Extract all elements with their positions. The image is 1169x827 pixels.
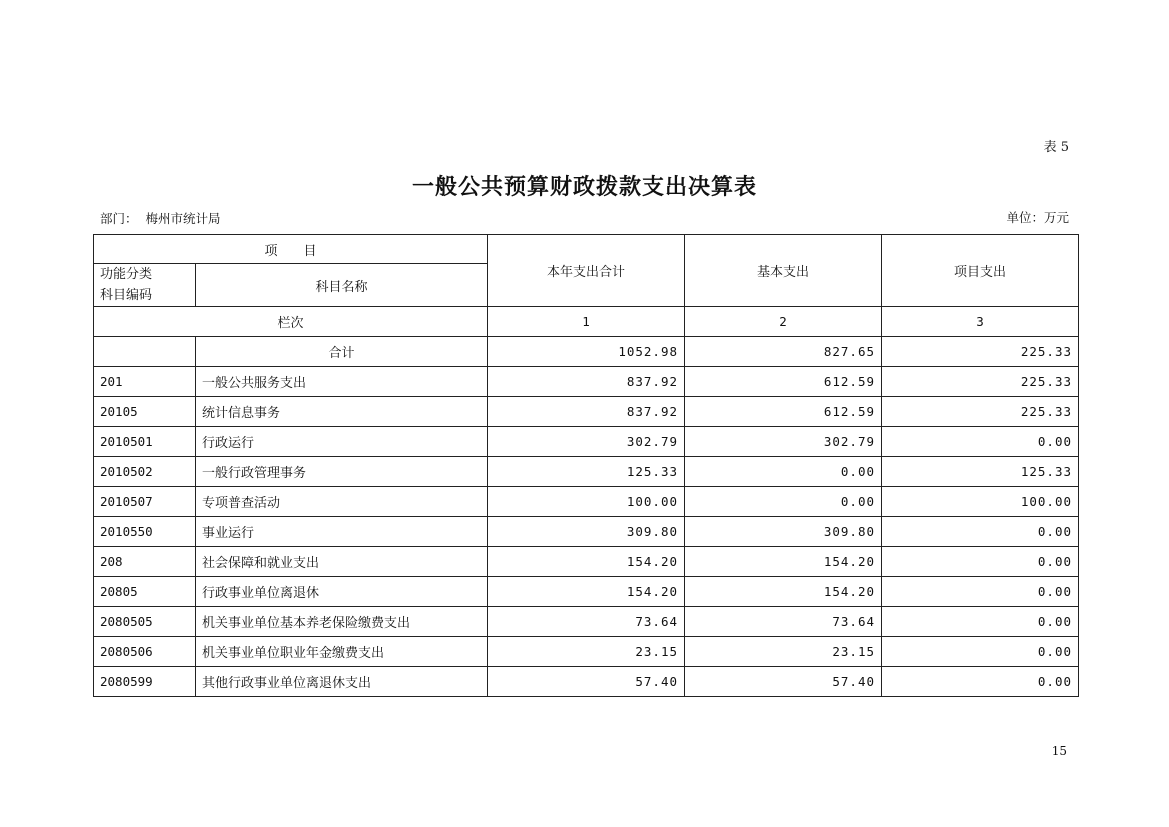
header-row-1	[94, 235, 1079, 264]
row-name-cell: 行政事业单位离退休	[196, 577, 488, 607]
row-total-cell: 57.40	[488, 667, 685, 697]
row-project-cell: 0.00	[882, 577, 1079, 607]
row-code-cell: 2010507	[94, 487, 196, 517]
row-name-cell: 行政运行	[196, 427, 488, 457]
subject-name-header: 科目名称	[196, 264, 488, 307]
row-code-cell: 208	[94, 547, 196, 577]
row-project-cell: 0.00	[882, 637, 1079, 667]
table-row	[94, 397, 1079, 427]
summary-row	[94, 337, 1079, 367]
function-code-header-line2: 科目编码	[100, 288, 153, 303]
unit-label: 单位：万元	[1006, 210, 1069, 225]
row-basic-cell: 302.79	[685, 427, 882, 457]
row-project-cell: 0.00	[882, 667, 1079, 697]
table-row	[94, 427, 1079, 457]
total-column-header: 本年支出合计	[488, 235, 685, 307]
row-project-cell: 225.33	[882, 367, 1079, 397]
table-row	[94, 517, 1079, 547]
index-label-cell: 栏次	[94, 307, 488, 337]
row-basic-cell: 154.20	[685, 577, 882, 607]
department-name: 梅州市统计局	[145, 211, 221, 226]
row-basic-cell: 23.15	[685, 637, 882, 667]
table-row	[94, 667, 1079, 697]
row-code-cell: 20105	[94, 397, 196, 427]
row-project-cell: 0.00	[882, 517, 1079, 547]
row-project-cell: 0.00	[882, 427, 1079, 457]
row-total-cell: 837.92	[488, 397, 685, 427]
table-row	[94, 607, 1079, 637]
index-total-cell: 1	[488, 307, 685, 337]
row-project-cell: 0.00	[882, 607, 1079, 637]
row-project-cell: 0.00	[882, 547, 1079, 577]
row-total-cell: 154.20	[488, 577, 685, 607]
row-project-cell: 125.33	[882, 457, 1079, 487]
expenditure-table	[93, 234, 1079, 697]
row-code-cell: 2010502	[94, 457, 196, 487]
table-row	[94, 637, 1079, 667]
row-code-cell: 2010501	[94, 427, 196, 457]
page-number: 15	[1051, 744, 1067, 758]
row-code-cell: 2080599	[94, 667, 196, 697]
index-project-cell: 3	[882, 307, 1079, 337]
row-code-cell: 2080505	[94, 607, 196, 637]
row-name-cell: 机关事业单位职业年金缴费支出	[196, 637, 488, 667]
table-row	[94, 487, 1079, 517]
row-basic-cell: 309.80	[685, 517, 882, 547]
summary-total-cell: 1052.98	[488, 337, 685, 367]
row-total-cell: 23.15	[488, 637, 685, 667]
item-header-cell: 项 目	[94, 235, 488, 264]
row-code-cell: 20805	[94, 577, 196, 607]
table-row	[94, 457, 1079, 487]
row-project-cell: 225.33	[882, 397, 1079, 427]
table-row	[94, 577, 1079, 607]
row-code-cell: 2080506	[94, 637, 196, 667]
department-label: 部门：	[100, 211, 138, 226]
department-line	[100, 209, 220, 227]
row-name-cell: 机关事业单位基本养老保险缴费支出	[196, 607, 488, 637]
summary-project-cell: 225.33	[882, 337, 1079, 367]
row-basic-cell: 612.59	[685, 397, 882, 427]
summary-code-cell	[94, 337, 196, 367]
row-total-cell: 309.80	[488, 517, 685, 547]
page-title: 一般公共预算财政拨款支出决算表	[411, 174, 757, 200]
row-basic-cell: 154.20	[685, 547, 882, 577]
row-basic-cell: 57.40	[685, 667, 882, 697]
row-name-cell: 一般行政管理事务	[196, 457, 488, 487]
row-total-cell: 837.92	[488, 367, 685, 397]
project-column-header: 项目支出	[882, 235, 1079, 307]
row-basic-cell: 0.00	[685, 487, 882, 517]
row-basic-cell: 612.59	[685, 367, 882, 397]
summary-basic-cell: 827.65	[685, 337, 882, 367]
row-code-cell: 2010550	[94, 517, 196, 547]
row-total-cell: 100.00	[488, 487, 685, 517]
basic-column-header: 基本支出	[685, 235, 882, 307]
row-name-cell: 一般公共服务支出	[196, 367, 488, 397]
index-basic-cell: 2	[685, 307, 882, 337]
row-basic-cell: 73.64	[685, 607, 882, 637]
row-total-cell: 125.33	[488, 457, 685, 487]
row-total-cell: 154.20	[488, 547, 685, 577]
row-name-cell: 事业运行	[196, 517, 488, 547]
row-total-cell: 73.64	[488, 607, 685, 637]
row-total-cell: 302.79	[488, 427, 685, 457]
row-name-cell: 社会保障和就业支出	[196, 547, 488, 577]
row-name-cell: 专项普查活动	[196, 487, 488, 517]
row-name-cell: 统计信息事务	[196, 397, 488, 427]
function-code-header	[94, 264, 196, 307]
row-code-cell: 201	[94, 367, 196, 397]
table-row	[94, 367, 1079, 397]
index-row	[94, 307, 1079, 337]
table-number-label: 表 5	[1043, 140, 1069, 155]
row-name-cell: 其他行政事业单位离退休支出	[196, 667, 488, 697]
function-code-header-line1: 功能分类	[100, 267, 153, 282]
row-basic-cell: 0.00	[685, 457, 882, 487]
table-row	[94, 547, 1079, 577]
summary-label-cell: 合计	[196, 337, 488, 367]
row-project-cell: 100.00	[882, 487, 1079, 517]
